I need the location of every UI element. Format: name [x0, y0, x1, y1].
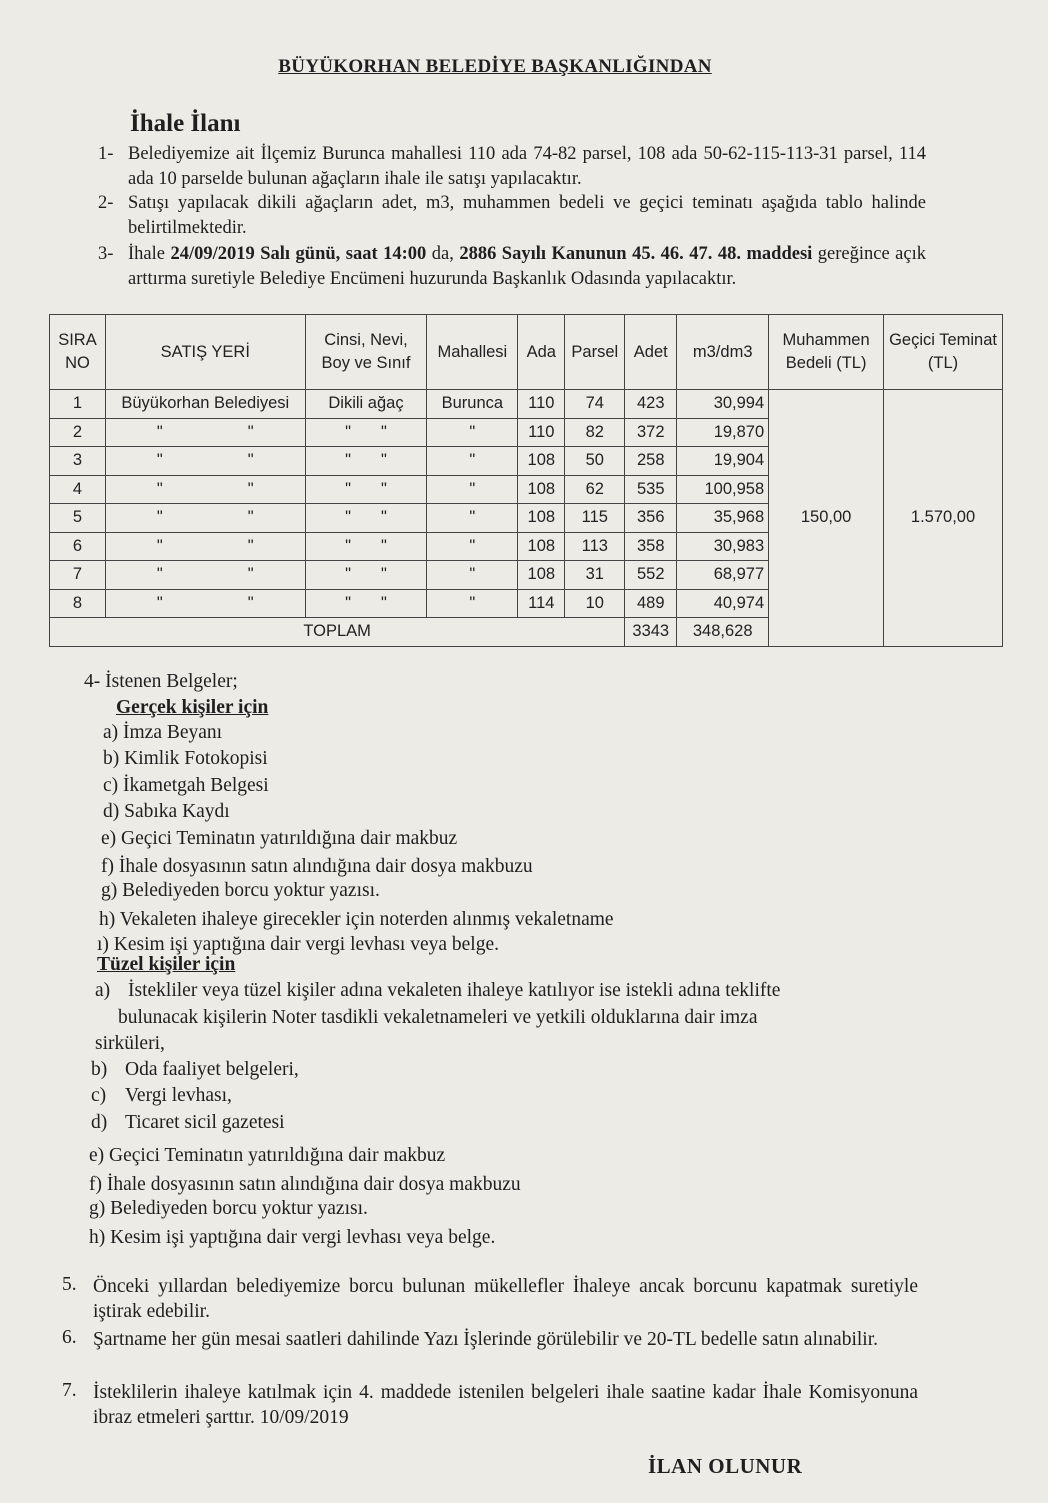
cell-parsel: 50	[565, 447, 625, 476]
cell-satis-yeri: " "	[105, 561, 305, 590]
cell-mahallesi: "	[427, 475, 518, 504]
header-m3: m3/dm3	[677, 315, 769, 390]
item-number: 1-	[98, 144, 114, 164]
cell-parsel: 113	[565, 532, 625, 561]
cell-m3: 68,977	[677, 561, 769, 590]
tuzel-list-label: c)	[91, 1085, 107, 1106]
cell-mahallesi: "	[427, 532, 518, 561]
cell-adet: 535	[625, 475, 677, 504]
tuzel-list-item: g) Belediyeden borcu yoktur yazısı.	[89, 1198, 368, 1219]
cell-adet: 356	[625, 504, 677, 533]
cell-ada: 110	[518, 418, 565, 447]
cell-parsel: 74	[565, 390, 625, 419]
cell-sira-no: 3	[50, 447, 106, 476]
cell-satis-yeri: " "	[105, 504, 305, 533]
cell-ada: 108	[518, 447, 565, 476]
cell-m3: 30,983	[677, 532, 769, 561]
cell-m3: 19,870	[677, 418, 769, 447]
tuzel-a-line-1: İstekliler veya tüzel kişiler adına vekaleten ihaleye katılıyor ise istekli adına teklifte	[128, 980, 781, 1001]
header-ada: Ada	[518, 315, 565, 390]
header-parsel: Parsel	[565, 315, 625, 390]
item-7-number: 7.	[62, 1380, 77, 1401]
cell-satis-yeri: " "	[105, 447, 305, 476]
cell-sira-no: 1	[50, 390, 106, 419]
cell-m3: 40,974	[677, 589, 769, 618]
item-number: 3-	[98, 244, 114, 264]
header-cinsi: Cinsi, Nevi, Boy ve Sınıf	[305, 315, 427, 390]
item-7-text: İsteklilerin ihaleye katılmak için 4. maddede istenilen belgeleri ihale saatine kadar İhale Komisyonuna ibraz etmeleri şarttır. 10/09/2019	[93, 1382, 918, 1428]
gercek-list-item: b) Kimlik Fotokopisi	[103, 748, 268, 769]
cell-mahallesi: "	[427, 504, 518, 533]
header-satis-yeri: SATIŞ YERİ	[105, 315, 305, 390]
cell-cinsi: " "	[305, 561, 427, 590]
total-label: TOPLAM	[50, 618, 625, 647]
docs-title: 4- İstenen Belgeler;	[84, 671, 238, 692]
header-muhammen: Muhammen Bedeli (TL)	[769, 315, 884, 390]
cell-ada: 108	[518, 561, 565, 590]
cell-cinsi: " "	[305, 418, 427, 447]
cell-parsel: 115	[565, 504, 625, 533]
cell-parsel: 31	[565, 561, 625, 590]
header-teminat: Geçici Teminat (TL)	[884, 315, 1003, 390]
header-title: BÜYÜKORHAN BELEDİYE BAŞKANLIĞINDAN	[278, 56, 712, 77]
gercek-list-item: g) Belediyeden borcu yoktur yazısı.	[101, 880, 380, 901]
table-header-row	[50, 315, 1003, 390]
gercek-title: Gerçek kişiler için	[116, 697, 269, 718]
tuzel-a-line-2: bulunacak kişilerin Noter tasdikli vekaletnameleri ve yetkili olduklarına dair imza	[118, 1007, 758, 1028]
cell-sira-no: 4	[50, 475, 106, 504]
cell-adet: 423	[625, 390, 677, 419]
cell-satis-yeri: Büyükorhan Belediyesi	[105, 390, 305, 419]
header-sira-no: SIRA NO	[50, 315, 106, 390]
tuzel-list-item: Oda faaliyet belgeleri,	[125, 1059, 299, 1080]
tuzel-list-label: d)	[91, 1112, 108, 1133]
tuzel-title: Tüzel kişiler için	[97, 954, 236, 975]
tuzel-a-line-3: sirküleri,	[95, 1033, 165, 1054]
page-title: İhale İlanı	[130, 110, 241, 137]
cell-adet: 372	[625, 418, 677, 447]
cell-teminat: 1.570,00	[884, 390, 1003, 647]
cell-m3: 100,958	[677, 475, 769, 504]
gercek-list-item: c) İkametgah Belgesi	[103, 775, 269, 796]
tuzel-list-item: h) Kesim işi yaptığına dair vergi levhası veya belge.	[89, 1227, 496, 1248]
cell-adet: 489	[625, 589, 677, 618]
gercek-list-item: a) İmza Beyanı	[103, 722, 223, 743]
header-adet: Adet	[625, 315, 677, 390]
cell-cinsi: " "	[305, 447, 427, 476]
item-6-number: 6.	[62, 1327, 77, 1348]
cell-sira-no: 7	[50, 561, 106, 590]
cell-m3: 35,968	[677, 504, 769, 533]
gercek-list-item: d) Sabıka Kaydı	[103, 801, 230, 822]
cell-ada: 114	[518, 589, 565, 618]
gercek-list-item: ı) Kesim işi yaptığına dair vergi levhası veya belge.	[97, 934, 499, 955]
cell-adet: 552	[625, 561, 677, 590]
cell-sira-no: 5	[50, 504, 106, 533]
tuzel-list-item: e) Geçici Teminatın yatırıldığına dair makbuz	[89, 1145, 446, 1166]
cell-cinsi: " "	[305, 589, 427, 618]
cell-cinsi: " "	[305, 475, 427, 504]
total-adet: 3343	[625, 618, 677, 647]
cell-parsel: 62	[565, 475, 625, 504]
item-number: 2-	[98, 193, 114, 213]
tuzel-a-label: a)	[95, 980, 111, 1001]
cell-satis-yeri: " "	[105, 589, 305, 618]
closing-text: İLAN OLUNUR	[648, 1454, 803, 1478]
cell-ada: 108	[518, 532, 565, 561]
cell-sira-no: 8	[50, 589, 106, 618]
cell-m3: 19,904	[677, 447, 769, 476]
cell-ada: 108	[518, 504, 565, 533]
item-text: İhale 24/09/2019 Salı günü, saat 14:00 da, 2886 Sayılı Kanunun 45. 46. 47. 48. maddesi gereğince açık arttırma suretiyle Belediye Encümeni huzurunda Başkanlık Odasında yapılacaktır.	[128, 244, 926, 289]
item-2	[98, 191, 928, 243]
cell-m3: 30,994	[677, 390, 769, 419]
item-text: Belediyemize ait İlçemiz Burunca mahallesi 110 ada 74-82 parsel, 108 ada 50-62-115-113-31 parsel, 114 ada 10 parselde bulunan ağaçların ihale ile satışı yapılacaktır.	[128, 144, 926, 189]
gercek-list-item: f) İhale dosyasının satın alındığına dair dosya makbuzu	[101, 856, 533, 877]
cell-satis-yeri: " "	[105, 532, 305, 561]
cell-parsel: 10	[565, 589, 625, 618]
cell-mahallesi: "	[427, 561, 518, 590]
cell-cinsi: " "	[305, 504, 427, 533]
cell-satis-yeri: " "	[105, 418, 305, 447]
cell-cinsi: " "	[305, 532, 427, 561]
cell-satis-yeri: " "	[105, 475, 305, 504]
item-3	[98, 242, 928, 318]
gercek-list-item: e) Geçici Teminatın yatırıldığına dair makbuz	[101, 828, 458, 849]
tuzel-list-item: Vergi levhası,	[125, 1085, 232, 1106]
cell-ada: 108	[518, 475, 565, 504]
cell-mahallesi: Burunca	[427, 390, 518, 419]
tuzel-list-item: f) İhale dosyasının satın alındığına dair dosya makbuzu	[89, 1174, 521, 1195]
cell-adet: 358	[625, 532, 677, 561]
cell-mahallesi: "	[427, 418, 518, 447]
auction-table	[49, 314, 1003, 647]
cell-mahallesi: "	[427, 589, 518, 618]
cell-sira-no: 6	[50, 532, 106, 561]
cell-sira-no: 2	[50, 418, 106, 447]
item-1	[98, 142, 928, 194]
tuzel-list-item: Ticaret sicil gazetesi	[125, 1112, 285, 1133]
item-text: Satışı yapılacak dikili ağaçların adet, m3, muhammen bedeli ve geçici teminatı aşağıda tablo halinde belirtilmektedir.	[128, 193, 926, 238]
item-5-number: 5.	[62, 1274, 77, 1295]
cell-adet: 258	[625, 447, 677, 476]
total-m3: 348,628	[677, 618, 769, 647]
cell-mahallesi: "	[427, 447, 518, 476]
cell-muhammen: 150,00	[769, 390, 884, 647]
table-row	[50, 390, 1003, 419]
cell-cinsi: Dikili ağaç	[305, 390, 427, 419]
header-mahallesi: Mahallesi	[427, 315, 518, 390]
tuzel-list-label: b)	[91, 1059, 108, 1080]
item-6-text: Şartname her gün mesai saatleri dahilinde Yazı İşlerinde görülebilir ve 20-TL bedelle satın alınabilir.	[93, 1329, 878, 1350]
item-5-text: Önceki yıllardan belediyemize borcu bulunan mükellefler İhaleye ancak borcunu kapatmak suretiyle iştirak edebilir.	[93, 1276, 918, 1322]
gercek-list-item: h) Vekaleten ihaleye girecekler için noterden alınmış vekaletname	[99, 909, 614, 930]
cell-parsel: 82	[565, 418, 625, 447]
cell-ada: 110	[518, 390, 565, 419]
